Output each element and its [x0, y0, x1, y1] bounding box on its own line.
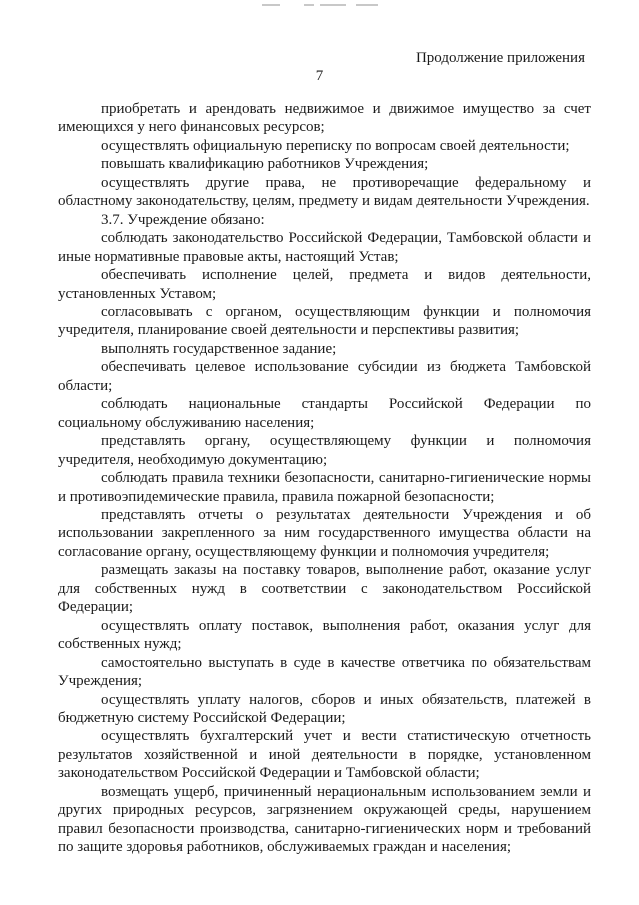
- paragraph: соблюдать законодательство Российской Федерации, Тамбовской области и иные нормативные правовые акты, настоящий Устав;: [58, 230, 591, 265]
- paragraph: осуществлять другие права, не противоречащие федеральному и областному законодательству, целям, предмету и видам деятельности Учреждения.: [58, 174, 591, 210]
- paragraph: соблюдать национальные стандарты Российской Федерации по социальному обслуживанию населения;: [58, 396, 591, 431]
- paragraph: осуществлять бухгалтерский учет и вести статистическую отчетность результатов хозяйственной и иной деятельности в порядке, установленном законодательством Российской Федерации и Тамбовской области;: [58, 728, 591, 782]
- paragraph: представлять отчеты о результатах деятельности Учреждения и об использовании закрепленного за ним государственного имущества области на согласование органу, осуществляющему функции и полномочия учредителя;: [58, 506, 591, 560]
- paragraph: обеспечивать целевое использование субсидии из бюджета Тамбовской области;: [58, 359, 591, 394]
- paragraph: осуществлять оплату поставок, выполнения работ, оказания услуг для собственных нужд;: [58, 617, 591, 653]
- paragraph: возмещать ущерб, причиненный нерациональным использованием земли и других природных ресурсов, загрязнением окружающей среды, нарушением правил безопасности производства, санитарно-гигиенических норм и требований по защите здоровья работников, обслуживаемых граждан и населения;: [58, 783, 591, 856]
- paragraph: самостоятельно выступать в суде в качестве ответчика по обязательствам Учреждения;: [58, 654, 591, 690]
- paragraph: приобретать и арендовать недвижимое и движимое имущество за счет имеющихся у него финансовых ресурсов;: [58, 101, 591, 136]
- paragraph: представлять органу, осуществляющему функции и полномочия учредителя, необходимую документацию;: [58, 433, 591, 468]
- paragraph: осуществлять официальную переписку по вопросам своей деятельности;: [101, 137, 570, 154]
- paragraph: согласовывать с органом, осуществляющим функции и полномочия учредителя, планирование своей деятельности и перспективы развития;: [58, 303, 591, 339]
- paragraph: соблюдать правила техники безопасности, санитарно-гигиенические нормы и противоэпидемические правила, правила пожарной безопасности;: [58, 470, 591, 505]
- paragraph: осуществлять уплату налогов, сборов и иных обязательств, платежей в бюджетную систему Российской Федерации;: [58, 691, 591, 726]
- scan-artifact-marks: [262, 4, 392, 8]
- section-heading: 3.7. Учреждение обязано:: [101, 211, 265, 228]
- paragraph: размещать заказы на поставку товаров, выполнение работ, оказание услуг для собственных нужд в соответствии с законодательством Российской Федерации;: [58, 562, 591, 616]
- paragraph: повышать квалификацию работников Учреждения;: [101, 156, 429, 173]
- document-body: [58, 100, 591, 857]
- paragraph: выполнять государственное задание;: [101, 340, 337, 357]
- paragraph: обеспечивать исполнение целей, предмета и видов деятельности, установленных Уставом;: [58, 267, 591, 302]
- page-number: 7: [315, 68, 324, 84]
- appendix-continuation-note: Продолжение приложения: [415, 50, 585, 66]
